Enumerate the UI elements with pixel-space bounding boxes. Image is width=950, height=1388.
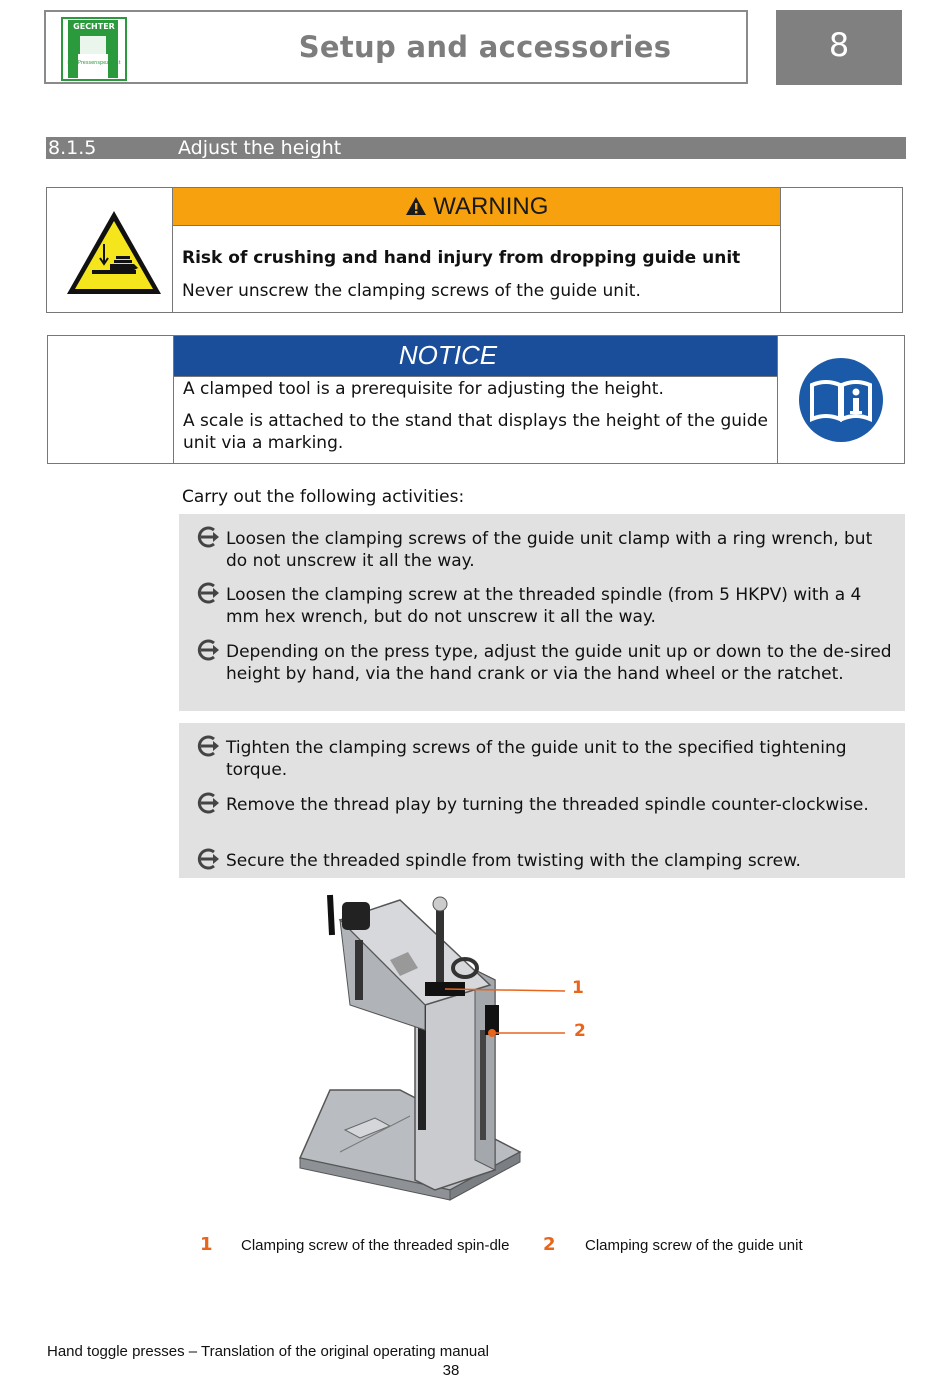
step-item: Depending on the press type, adjust the guide unit up or down to the de-sired height by hand, via the hand crank or via the hand wheel or the ratchet.: [226, 642, 892, 684]
legend-text: Clamping screw of the threaded spin-dle: [241, 1237, 510, 1254]
section-number: 8.1.5: [48, 137, 97, 159]
step-item: Remove the thread play by turning the threaded spindle counter-clockwise.: [226, 795, 869, 815]
section-heading-bar: [46, 137, 906, 159]
hand-crush-hazard-icon: [64, 208, 164, 298]
arrow-bullet-icon: [196, 735, 220, 757]
step-item: Secure the threaded spindle from twisting with the clamping screw.: [226, 851, 801, 871]
logo-wordmark: GECHTER: [73, 22, 115, 31]
warning-label: [173, 193, 780, 221]
warning-headline: Risk of crushing and hand injury from dropping guide unit: [182, 248, 741, 268]
figure-callout: 1: [572, 978, 584, 998]
press-illustration: [290, 890, 610, 1215]
notice-divider: [777, 335, 778, 464]
arrow-bullet-icon: [196, 792, 220, 814]
footer-text: Hand toggle presses – Translation of the original operating manual: [47, 1343, 489, 1360]
notice-label: NOTICE: [398, 340, 498, 370]
arrow-bullet-icon: [196, 639, 220, 661]
legend-text: Clamping screw of the guide unit: [585, 1237, 803, 1254]
step-item: Loosen the clamping screws of the guide unit clamp with a ring wrench, but do not unscrew it all the way.: [226, 529, 873, 571]
legend-number: 1: [200, 1234, 213, 1255]
notice-text-2: A scale is attached to the stand that displays the height of the guide unit via a marking.: [183, 411, 768, 453]
instructions-intro: Carry out the following activities:: [182, 487, 465, 507]
arrow-bullet-icon: [196, 526, 220, 548]
company-logo: [60, 16, 128, 82]
logo-tagline: Der Pressenspezialist: [67, 60, 121, 66]
step-item: Loosen the clamping screw at the threaded spindle (from 5 HKPV) with a 4 mm hex wrench, but do not unscrew it all the way.: [226, 585, 862, 627]
alert-triangle-icon: [405, 196, 427, 216]
arrow-bullet-icon: [196, 582, 220, 604]
section-title: Adjust the height: [178, 137, 342, 159]
page-title: Setup and accessories: [298, 30, 672, 64]
arrow-bullet-icon: [196, 848, 220, 870]
manual-info-icon: [798, 357, 884, 443]
chapter-number: 8: [828, 26, 850, 64]
page-number: 38: [442, 1362, 460, 1379]
legend-number: 2: [543, 1234, 556, 1255]
notice-text-1: A clamped tool is a prerequisite for adjusting the height.: [183, 379, 664, 399]
figure-callout: 2: [574, 1021, 586, 1041]
step-item: Tighten the clamping screws of the guide unit to the specified tightening torque.: [226, 738, 847, 780]
warning-label-text: WARNING: [433, 193, 549, 220]
warning-text: Never unscrew the clamping screws of the guide unit.: [182, 281, 641, 301]
warning-divider: [780, 187, 781, 313]
